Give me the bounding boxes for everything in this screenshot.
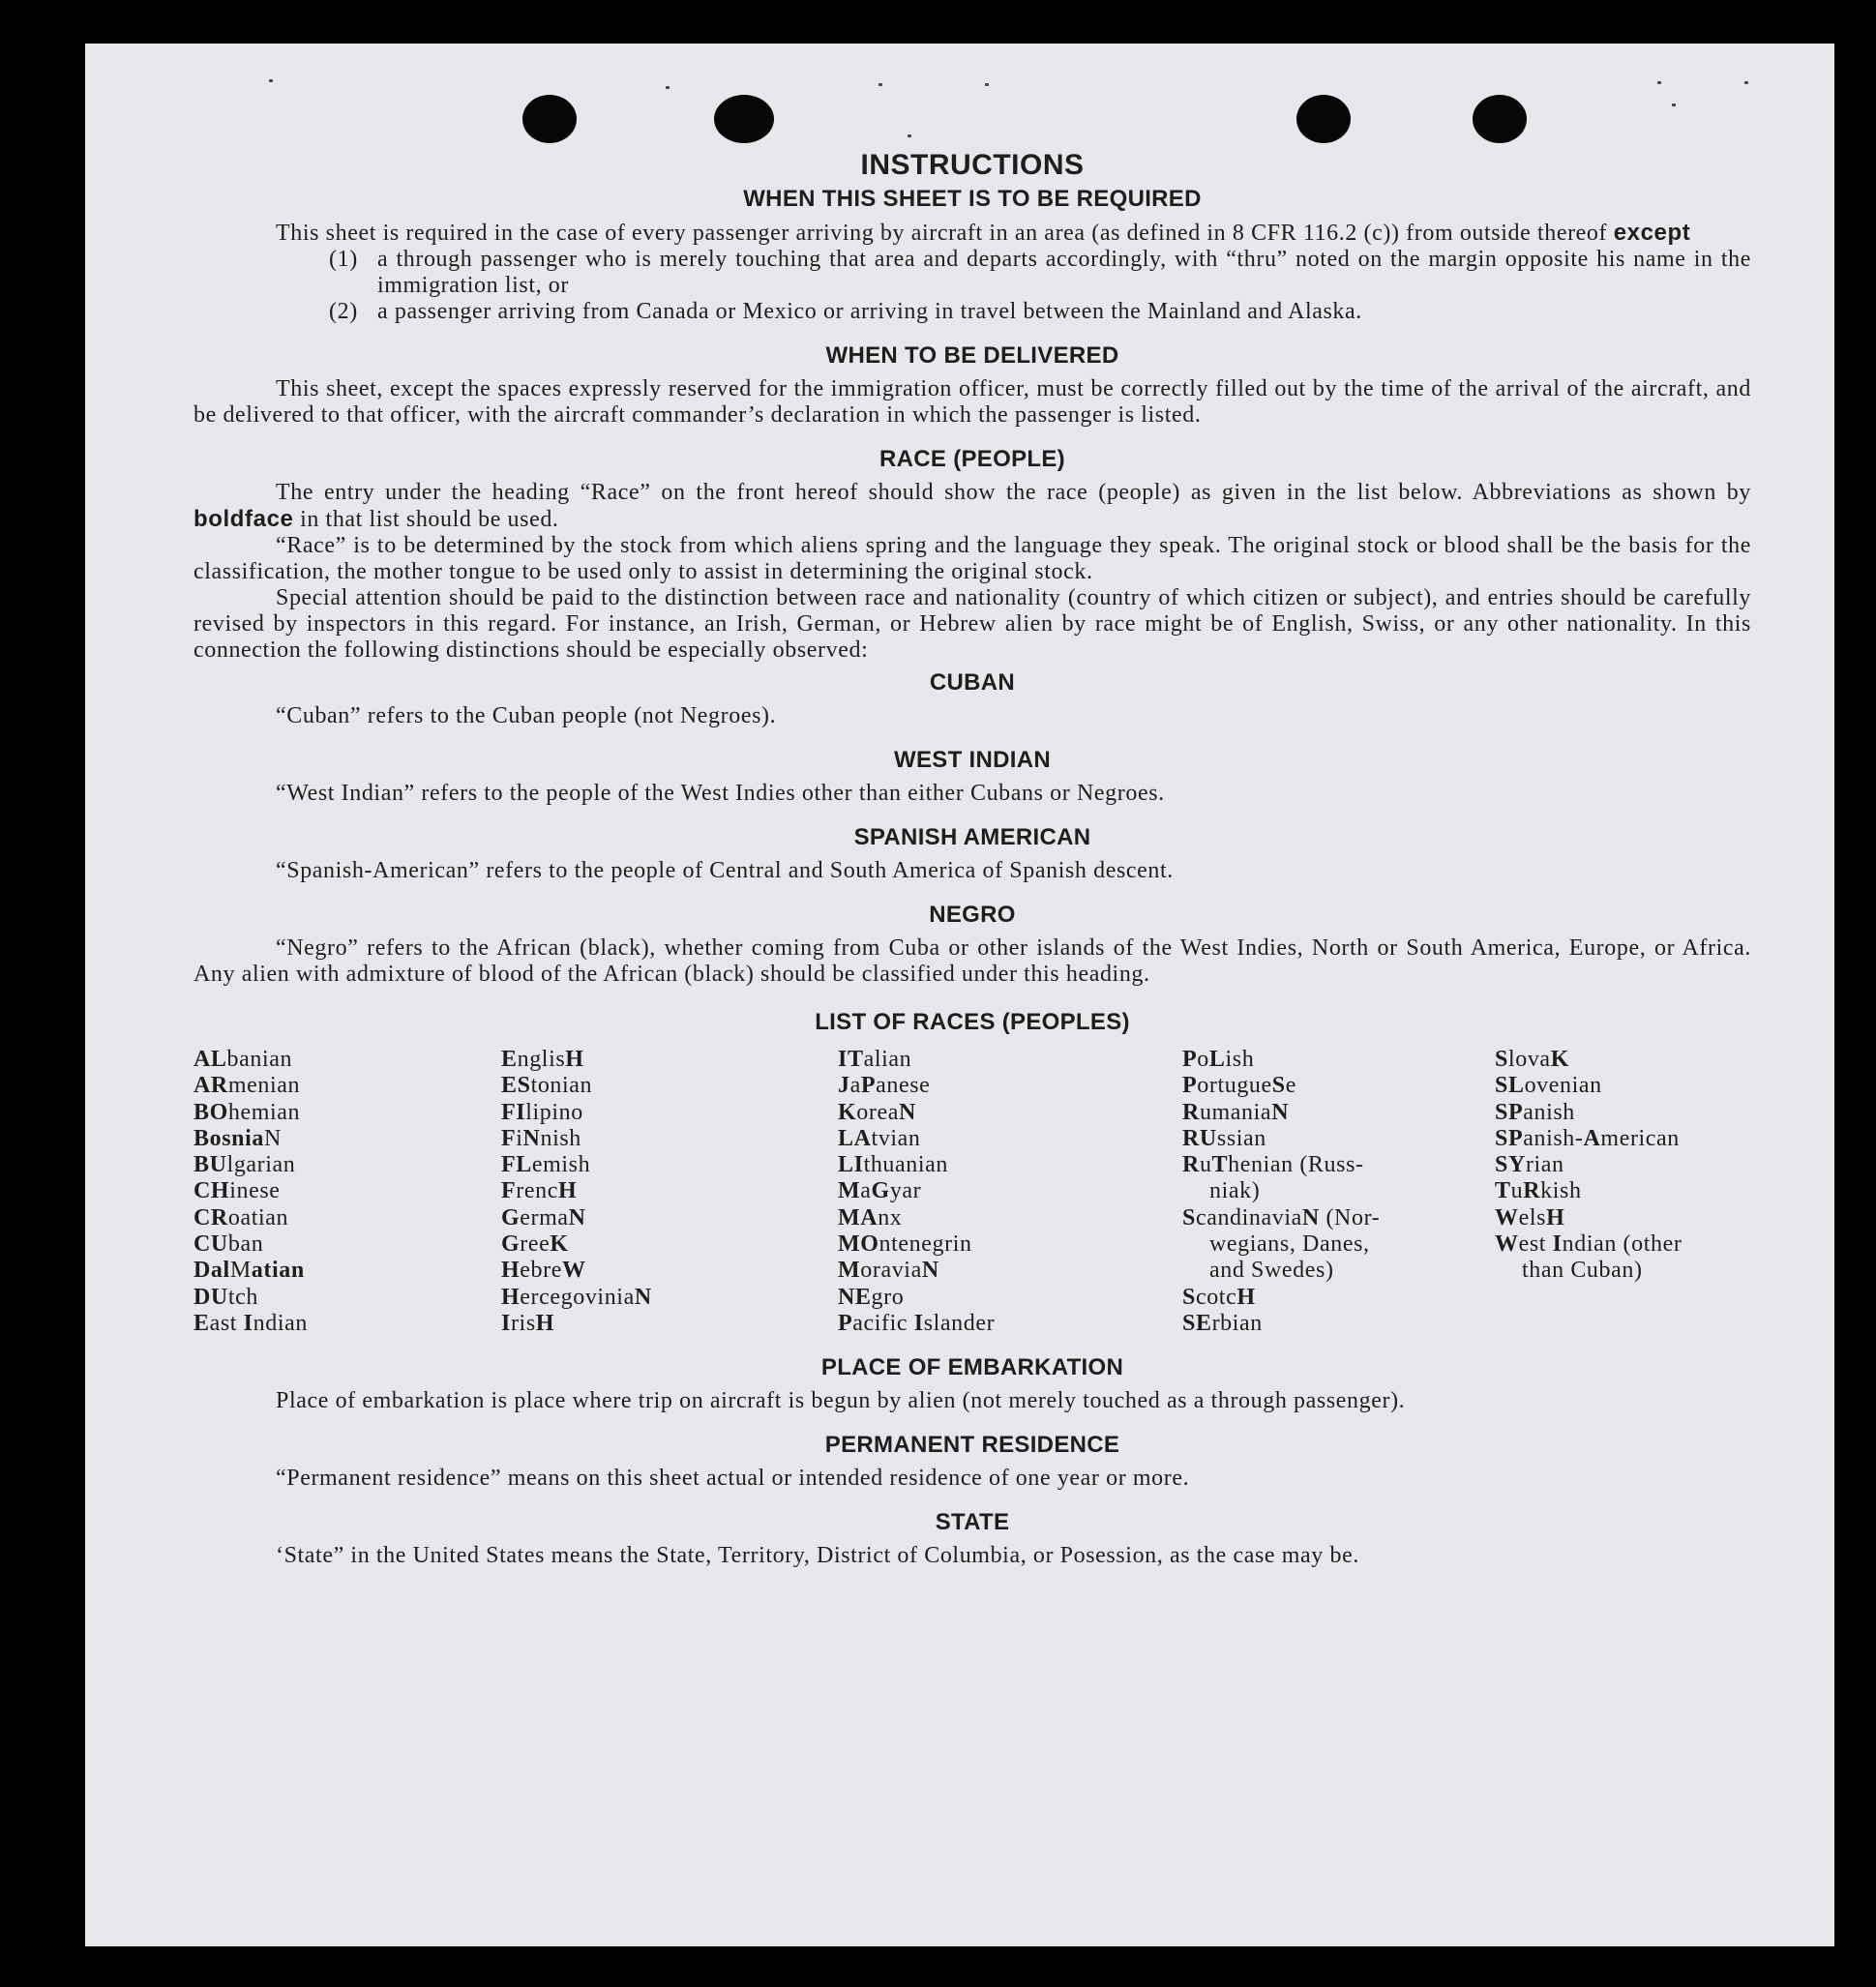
race-abbreviation: CR (194, 1204, 228, 1231)
races-list (194, 1047, 1751, 1337)
race-abbreviation: J (838, 1073, 850, 1099)
paragraph: ‘State” in the United States means the State, Territory, District of Columbia, or Posession, as the case may be. (276, 1543, 1359, 1569)
race-text: ndian (other (1562, 1231, 1682, 1258)
race-entry (838, 1047, 1182, 1073)
race-text: kish (1540, 1178, 1582, 1204)
race-text: ree (520, 1231, 551, 1258)
race-entry (838, 1152, 1182, 1178)
race-entry (1182, 1311, 1495, 1337)
race-text: niak) (1209, 1178, 1261, 1204)
race-text: oatian (227, 1204, 289, 1231)
race-abbreviation: N (921, 1258, 939, 1284)
race-text: merican (1600, 1125, 1680, 1151)
race-text: ercegovinia (520, 1284, 635, 1310)
race-abbreviation: S (1182, 1204, 1196, 1231)
race-entry (1182, 1073, 1495, 1099)
race-text: oravia (860, 1258, 922, 1284)
document-page (85, 44, 1834, 1946)
section-heading: WHEN TO BE DELIVERED (825, 342, 1119, 369)
speck (269, 79, 273, 82)
race-entry (194, 1100, 501, 1126)
race-entry (501, 1152, 838, 1178)
race-entry (501, 1231, 838, 1258)
race-text: ish (1225, 1047, 1255, 1072)
race-entry (501, 1311, 838, 1337)
paragraph: “West Indian” refers to the people of the West Indies other than either Cubans or Negroes. (276, 781, 1165, 806)
punch-hole (1296, 95, 1351, 143)
race-abbreviation: I (501, 1310, 511, 1336)
race-entry (194, 1178, 501, 1204)
bold-text: except (1613, 220, 1691, 246)
item-number: (2) (329, 299, 358, 324)
race-text: rian (1525, 1152, 1564, 1178)
race-entry (194, 1126, 501, 1152)
section-heading: SPANISH AMERICAN (853, 824, 1091, 850)
race-abbreviation: N (1271, 1099, 1290, 1125)
section-heading: WEST INDIAN (894, 747, 1051, 773)
race-text: o (1197, 1047, 1209, 1072)
race-text: ris (510, 1310, 536, 1336)
race-abbreviation: CH (194, 1178, 230, 1204)
race-abbreviation: S (1271, 1073, 1286, 1099)
race-entry (501, 1178, 838, 1204)
races-column (1182, 1047, 1495, 1337)
speck (908, 134, 911, 137)
race-abbreviation: S (1182, 1284, 1196, 1310)
race-abbreviation: R (1182, 1152, 1200, 1178)
race-text: est (1518, 1231, 1553, 1258)
race-text: tvian (871, 1125, 921, 1151)
race-entry (501, 1047, 838, 1073)
race-abbreviation: H (501, 1258, 521, 1284)
race-text: umania (1199, 1099, 1272, 1125)
race-entry (194, 1258, 501, 1284)
race-text: wegians, Danes, (1209, 1231, 1370, 1258)
race-abbreviation: M (838, 1178, 861, 1204)
page-title: INSTRUCTIONS (860, 149, 1085, 181)
race-abbreviation: T (1211, 1152, 1229, 1178)
race-entry (1182, 1205, 1495, 1231)
item-text: a passenger arriving from Canada or Mexico or arriving in travel between the Mainland and Alaska. (377, 299, 1362, 324)
race-abbreviation: H (1236, 1284, 1256, 1310)
section-heading: PERMANENT RESIDENCE (824, 1432, 1120, 1459)
speck (985, 83, 989, 86)
race-text: banian (226, 1047, 293, 1072)
race-abbreviation: IT (838, 1047, 864, 1072)
race-text: ast (209, 1310, 244, 1336)
race-text: menian (227, 1073, 301, 1099)
race-entry (838, 1285, 1182, 1311)
race-abbreviation: N (1301, 1204, 1320, 1231)
race-text: rbian (1211, 1310, 1263, 1336)
paragraph (194, 220, 1751, 247)
race-abbreviation: atian (251, 1258, 305, 1284)
race-text: tch (227, 1284, 258, 1310)
race-abbreviation: I (913, 1310, 924, 1336)
race-abbreviation: AR (194, 1073, 228, 1099)
race-abbreviation: MA (838, 1204, 878, 1231)
race-text: lipino (525, 1099, 583, 1125)
race-abbreviation: T (1495, 1178, 1511, 1204)
race-abbreviation: I (243, 1310, 253, 1336)
race-text: nish (540, 1125, 581, 1151)
race-text: M (229, 1258, 252, 1284)
race-entry (194, 1152, 501, 1178)
race-abbreviation: H (501, 1284, 521, 1310)
race-abbreviation: AL (194, 1047, 227, 1072)
paragraph: “Race” is to be determined by the stock from which aliens spring and the language they speak. The original stock or blood shall be the basis for the classification, the mother tongue to be used only to assist in determining the original stock. (194, 533, 1751, 584)
race-abbreviation: A (1583, 1125, 1601, 1151)
race-text: anish- (1523, 1125, 1584, 1151)
race-entry (1495, 1231, 1746, 1258)
race-abbreviation: N (898, 1099, 916, 1125)
paragraph: “Permanent residence” means on this sheet actual or intended residence of one year or more. (276, 1466, 1190, 1492)
race-abbreviation: S (1495, 1047, 1508, 1072)
race-entry (501, 1073, 838, 1099)
race-entry (838, 1231, 1182, 1258)
race-abbreviation: G (501, 1204, 521, 1231)
race-text: alian (863, 1047, 912, 1072)
list-item (194, 247, 1751, 299)
race-abbreviation: I (1552, 1231, 1563, 1258)
race-abbreviation: K (1550, 1047, 1569, 1072)
race-abbreviation: G (871, 1178, 890, 1204)
races-column (501, 1047, 838, 1337)
race-abbreviation: P (1182, 1047, 1198, 1072)
section-heading: RACE (PEOPLE) (879, 446, 1065, 472)
race-text: lgarian (226, 1152, 296, 1178)
race-entry (1495, 1178, 1746, 1204)
item-number: (1) (329, 247, 358, 272)
race-abbreviation: K (550, 1231, 569, 1258)
race-text: henian (Russ- (1228, 1152, 1364, 1178)
list-item (194, 299, 1751, 325)
race-abbreviation: N (568, 1204, 586, 1231)
race-abbreviation: W (1495, 1204, 1519, 1231)
race-entry (1182, 1231, 1495, 1258)
race-entry (838, 1311, 1182, 1337)
race-entry (1495, 1126, 1746, 1152)
race-abbreviation: Dal (194, 1258, 230, 1284)
punch-hole (714, 95, 774, 143)
race-abbreviation: FL (501, 1152, 532, 1178)
punch-hole (522, 95, 577, 143)
race-text: a (849, 1073, 861, 1099)
race-abbreviation: H (557, 1178, 578, 1204)
race-text: thuanian (863, 1152, 949, 1178)
race-abbreviation: H (535, 1310, 555, 1336)
race-text: tonian (530, 1073, 593, 1099)
race-text: anese (876, 1073, 931, 1099)
race-text: ebre (520, 1258, 562, 1284)
race-entry (194, 1285, 501, 1311)
race-abbreviation: F (501, 1178, 517, 1204)
race-abbreviation: M (838, 1258, 861, 1284)
race-entry (1495, 1258, 1746, 1284)
race-text: orea (856, 1099, 899, 1125)
race-abbreviation: ES (501, 1073, 531, 1099)
race-entry (1495, 1047, 1746, 1073)
race-entry (501, 1258, 838, 1284)
race-text: ovenian (1524, 1073, 1602, 1099)
race-abbreviation: G (501, 1231, 521, 1258)
race-abbreviation: MO (838, 1231, 879, 1258)
race-entry (1495, 1100, 1746, 1126)
race-entry (1182, 1258, 1495, 1284)
race-entry (1495, 1073, 1746, 1099)
race-text: ssian (1216, 1125, 1266, 1151)
race-text: e (1285, 1073, 1296, 1099)
race-entry (501, 1126, 838, 1152)
paragraph: Place of embarkation is place where trip on aircraft is begun by alien (not merely touched as a through passenger). (276, 1388, 1406, 1414)
race-abbreviation: BU (194, 1152, 227, 1178)
race-entry (838, 1073, 1182, 1099)
race-abbreviation: L (1208, 1047, 1226, 1072)
speck (1744, 81, 1748, 84)
paragraph: “Spanish-American” refers to the people of Central and South America of Spanish descent. (276, 858, 1174, 883)
race-text: gro (871, 1284, 905, 1310)
race-entry (1495, 1205, 1746, 1231)
race-text: ban (227, 1231, 264, 1258)
race-text: ortugue (1197, 1073, 1272, 1099)
race-text: nx (878, 1204, 903, 1231)
race-abbreviation: H (565, 1047, 584, 1072)
speck (878, 83, 882, 86)
race-abbreviation: SP (1495, 1099, 1524, 1125)
race-entry (1182, 1152, 1495, 1178)
bold-text: boldface (194, 506, 294, 532)
speck (1672, 104, 1676, 106)
race-entry (1182, 1047, 1495, 1073)
race-entry (501, 1205, 838, 1231)
race-entry (501, 1285, 838, 1311)
speck (666, 86, 670, 89)
race-abbreviation: SY (1495, 1152, 1526, 1178)
section-heading: NEGRO (929, 902, 1016, 928)
races-column (1495, 1047, 1746, 1337)
race-text: emish (531, 1152, 591, 1178)
race-text: u (1510, 1178, 1524, 1204)
races-column (838, 1047, 1182, 1337)
race-text: ndian (253, 1310, 308, 1336)
races-column (194, 1047, 501, 1337)
race-text: candinavia (1195, 1204, 1302, 1231)
race-entry (838, 1258, 1182, 1284)
race-text: lova (1507, 1047, 1551, 1072)
race-abbreviation: W (561, 1258, 586, 1284)
race-abbreviation: N (522, 1125, 541, 1151)
race-text: renc (516, 1178, 558, 1204)
instructions-text (194, 149, 1751, 1569)
paragraph: This sheet, except the spaces expressly reserved for the immigration officer, must be correctly filled out by the time of the arrival of the aircraft, and be delivered to that officer, with the aircraft commander’s declaration in which the passenger is listed. (194, 376, 1751, 428)
race-abbreviation: F (501, 1125, 517, 1151)
race-text: els (1518, 1204, 1547, 1231)
text-run: This sheet is required in the case of every passenger arriving by aircraft in an area (as defined in 8 CFR 116.2 (c)) from outside thereof (276, 221, 1614, 246)
item-text: a through passenger who is merely touching that area and departs accordingly, with “thru” noted on the margin opposite his name in the immigration list, or (377, 247, 1751, 298)
race-abbreviation: W (1495, 1231, 1519, 1258)
section-heading: PLACE OF EMBARKATION (820, 1354, 1124, 1381)
race-text: acific (852, 1310, 914, 1336)
punch-hole (1473, 95, 1527, 143)
race-text: and Swedes) (1209, 1258, 1334, 1284)
race-abbreviation: RU (1182, 1125, 1217, 1151)
paragraph (194, 480, 1751, 533)
race-text: cotc (1195, 1284, 1237, 1310)
race-text: ntenegrin (878, 1231, 972, 1258)
race-abbreviation: CU (194, 1231, 228, 1258)
race-text: nglis (517, 1047, 566, 1072)
race-text: than Cuban) (1522, 1258, 1643, 1284)
race-abbreviation: R (1182, 1099, 1200, 1125)
race-text: yar (889, 1178, 922, 1204)
paragraph: “Cuban” refers to the Cuban people (not Negroes). (276, 703, 777, 728)
race-abbreviation: FI (501, 1099, 526, 1125)
race-entry (194, 1205, 501, 1231)
race-text: anish (1523, 1099, 1575, 1125)
race-entry (838, 1178, 1182, 1204)
race-abbreviation: P (838, 1310, 853, 1336)
section-heading: LIST OF RACES (PEOPLES) (815, 1009, 1130, 1035)
race-abbreviation: P (860, 1073, 877, 1099)
race-abbreviation: E (501, 1047, 518, 1072)
race-abbreviation: E (194, 1310, 210, 1336)
speck (1657, 81, 1661, 84)
race-abbreviation: DU (194, 1284, 228, 1310)
race-abbreviation: K (838, 1099, 857, 1125)
race-abbreviation: LI (838, 1152, 864, 1178)
race-entry (501, 1100, 838, 1126)
race-entry (1182, 1178, 1495, 1204)
race-abbreviation: SP (1495, 1125, 1524, 1151)
section-heading: CUBAN (929, 669, 1016, 696)
section-heading: WHEN THIS SHEET IS TO BE REQUIRED (743, 186, 1202, 212)
race-text: hemian (227, 1099, 301, 1125)
race-text: (Nor- (1319, 1204, 1381, 1231)
race-text: a (860, 1178, 872, 1204)
race-abbreviation: BO (194, 1099, 228, 1125)
race-abbreviation: P (1182, 1073, 1198, 1099)
race-entry (194, 1047, 501, 1073)
race-abbreviation: Bosnia (194, 1125, 264, 1151)
race-entry (838, 1126, 1182, 1152)
section-heading: STATE (935, 1509, 1010, 1536)
paragraph: Special attention should be paid to the distinction between race and nationality (country of which citizen or subject), and entries should be carefully revised by inspectors in this regard. For instance, an Irish, German, or Hebrew alien by race might be of English, Swiss, or any other nationality. In this connection the following distinctions should be especially observed: (194, 585, 1751, 663)
race-text: u (1199, 1152, 1212, 1178)
race-abbreviation: SL (1495, 1073, 1525, 1099)
race-entry (1182, 1126, 1495, 1152)
race-abbreviation: N (634, 1284, 652, 1310)
race-entry (1182, 1285, 1495, 1311)
race-text: i (516, 1125, 523, 1151)
race-text: N (263, 1125, 282, 1151)
race-entry (194, 1073, 501, 1099)
race-entry (1495, 1152, 1746, 1178)
race-entry (194, 1231, 501, 1258)
race-text: erma (520, 1204, 569, 1231)
race-abbreviation: NE (838, 1284, 872, 1310)
race-entry (1182, 1100, 1495, 1126)
race-text: slander (923, 1310, 996, 1336)
paragraph: “Negro” refers to the African (black), whether coming from Cuba or other islands of the West Indies, North or South America, Europe, or Africa. Any alien with admixture of blood of the African (black) should be classified under this heading. (194, 935, 1751, 987)
race-text: inese (229, 1178, 281, 1204)
race-abbreviation: R (1523, 1178, 1541, 1204)
text-run: in that list should be used. (293, 507, 559, 532)
text-run: The entry under the heading “Race” on the front hereof should show the race (people) as given in the list below. Abbreviations as shown by (276, 480, 1751, 505)
race-entry (194, 1311, 501, 1337)
race-abbreviation: SE (1182, 1310, 1212, 1336)
race-entry (838, 1100, 1182, 1126)
race-abbreviation: LA (838, 1125, 872, 1151)
race-abbreviation: H (1546, 1204, 1565, 1231)
race-entry (838, 1205, 1182, 1231)
